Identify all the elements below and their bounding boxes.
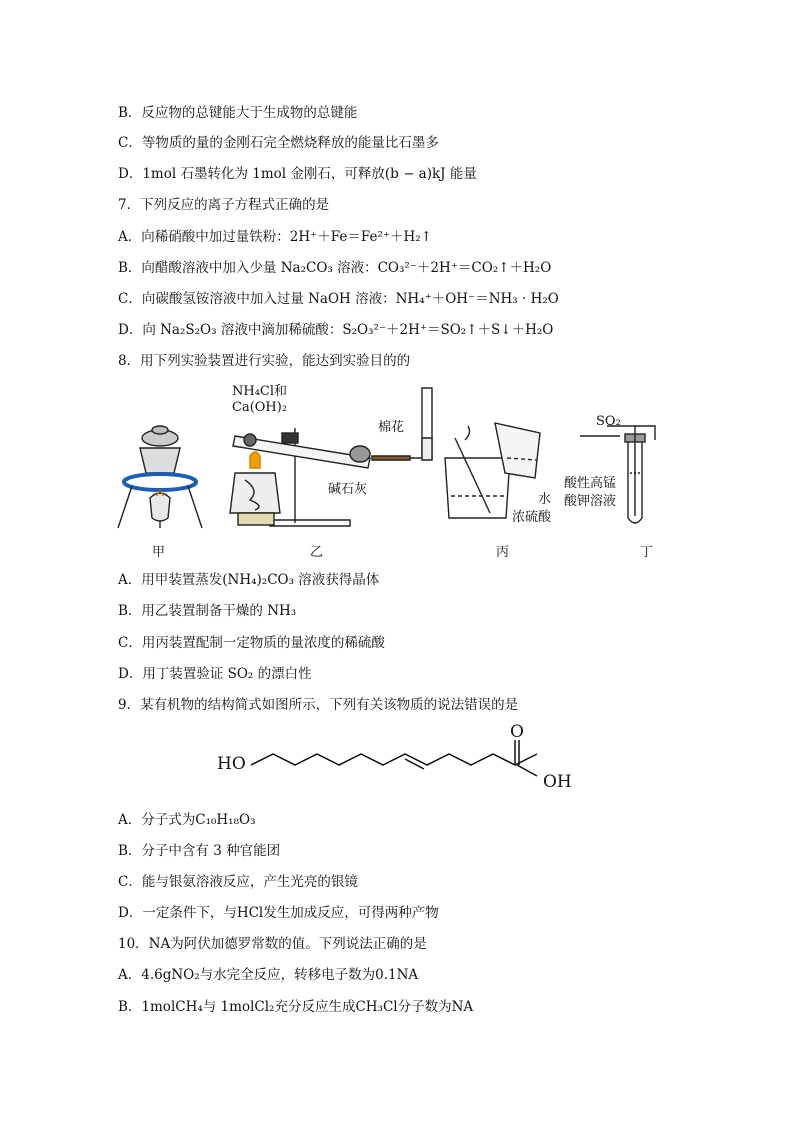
nh4cl-label: NH₄Cl和	[232, 384, 288, 399]
q8-apparatus-figure	[110, 378, 690, 563]
cotton-label: 棉花	[378, 420, 405, 435]
water-label: 水	[538, 492, 552, 507]
kmno4-label-line1: 酸性高锰	[564, 476, 617, 491]
q7-option-c: C．向碳酸氢铵溶液中加入过量 NaOH 溶液：NH₄⁺＋OH⁻＝NH₃ · H₂O	[118, 291, 559, 307]
q6-option-c: C．等物质的量的金刚石完全燃烧释放的能量比石墨多	[118, 135, 439, 151]
q10-option-b: B．1molCH₄与 1molCl₂充分反应生成CH₃Cl分子数为NA	[118, 999, 474, 1015]
q7-option-a: A．向稀硝酸中加过量铁粉：2H⁺＋Fe＝Fe²⁺＋H₂↑	[118, 229, 433, 245]
q7-stem: 7．下列反应的离子方程式正确的是	[118, 197, 330, 213]
fig-label-ding: 丁	[640, 545, 654, 560]
q8-option-d: D．用丁装置验证 SO₂ 的漂白性	[118, 666, 312, 682]
q9-option-c: C．能与银氨溶液反应，产生光亮的银镜	[118, 874, 358, 890]
carbonyl-oxygen-label: O	[510, 722, 524, 742]
hydroxyl-label: HO	[217, 754, 246, 774]
q6-option-b: B．反应物的总键能大于生成物的总键能	[118, 105, 358, 121]
q7-option-b: B．向醋酸溶液中加入少量 Na₂CO₃ 溶液：CO₃²⁻＋2H⁺＝CO₂↑＋H₂O	[118, 260, 552, 276]
fig-label-bing: 丙	[496, 545, 510, 560]
skeletal-formula-drawing	[215, 728, 585, 798]
q8-option-a: A．用甲装置蒸发(NH₄)₂CO₃ 溶液获得晶体	[118, 572, 380, 588]
apparatus-drawing	[110, 378, 690, 563]
acid-label: 浓硫酸	[512, 510, 552, 525]
soda-lime-label: 碱石灰	[328, 482, 368, 497]
fig-label-jia: 甲	[152, 545, 166, 560]
q9-option-d: D．一定条件下，与HCl发生加成反应，可得两种产物	[118, 905, 439, 921]
q9-option-b: B．分子中含有 3 种官能团	[118, 843, 281, 859]
q8-option-c: C．用丙装置配制一定物质的量浓度的稀硫酸	[118, 635, 385, 651]
so2-label: SO₂	[596, 414, 621, 429]
carboxyl-oh-label: OH	[543, 772, 572, 792]
q7-option-d: D．向 Na₂S₂O₃ 溶液中滴加稀硫酸：S₂O₃²⁻＋2H⁺＝SO₂↑＋S↓＋H₂O	[118, 322, 554, 338]
q10-stem: 10．NA为阿伏加德罗常数的值。下列说法正确的是	[118, 936, 427, 952]
q8-stem: 8．用下列实验装置进行实验，能达到实验目的的	[118, 353, 411, 369]
q9-stem: 9．某有机物的结构简式如图所示，下列有关该物质的说法错误的是	[118, 697, 519, 713]
q9-structure-figure	[215, 722, 585, 798]
q6-option-d: D．1mol 石墨转化为 1mol 金刚石，可释放(b − a)kJ 能量	[118, 166, 477, 182]
caoh2-label: Ca(OH)₂	[232, 400, 288, 415]
q9-option-a: A．分子式为C₁₀H₁₈O₃	[118, 812, 256, 828]
q8-option-b: B．用乙装置制备干燥的 NH₃	[118, 603, 297, 619]
q10-option-a: A．4.6gNO₂与水完全反应，转移电子数为0.1NA	[118, 967, 419, 983]
kmno4-label-line2: 酸钾溶液	[564, 494, 617, 509]
fig-label-yi: 乙	[310, 545, 324, 560]
